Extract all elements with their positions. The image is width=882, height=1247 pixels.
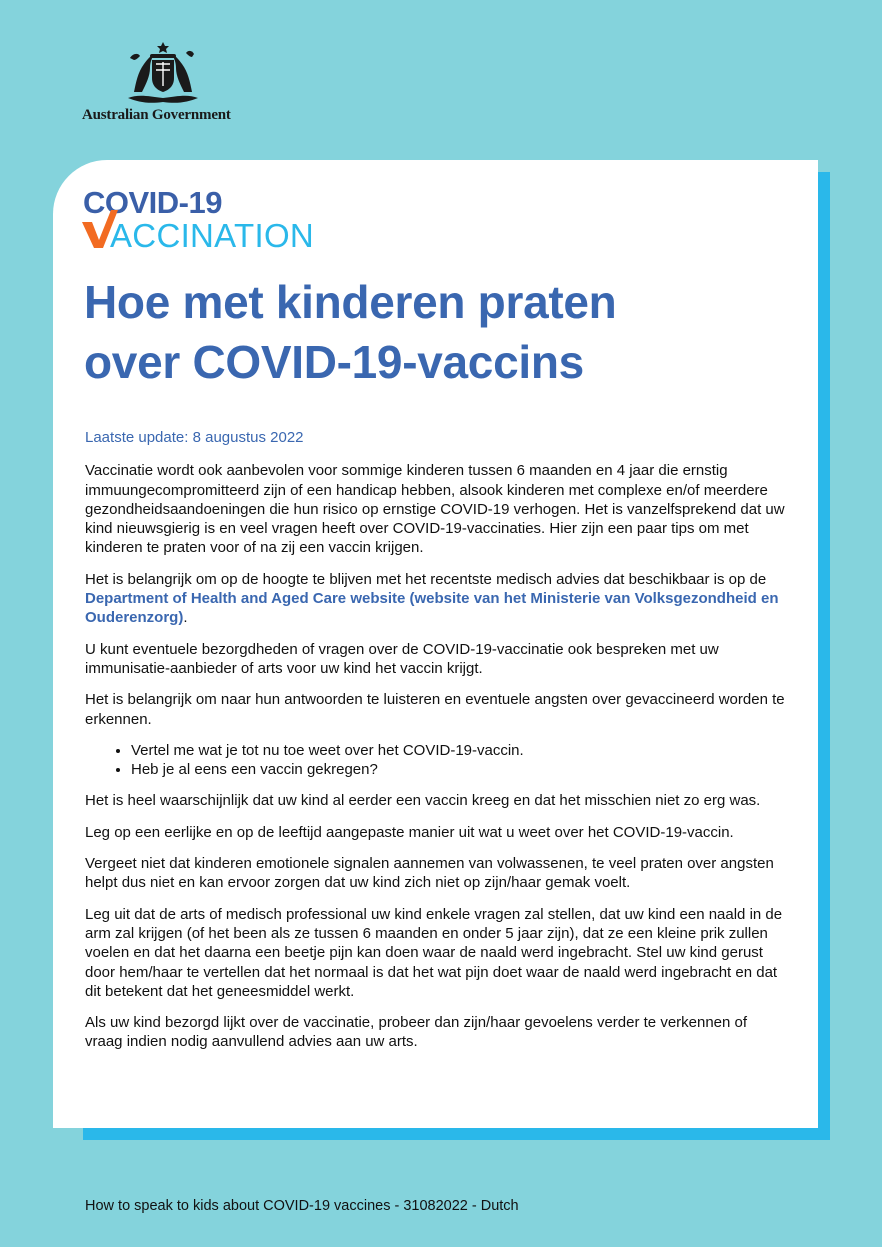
paragraph: Leg uit dat de arts of medisch professional uw kind enkele vragen zal stellen, dat uw kind een naald in de arm zal krijgen (of het been als ze tussen 6 maanden en onder 5 jaar zijn), dat ze een kleine prik zullen voelen en dat het daarna een beetje pijn kan doen waar de naald werd ingebracht. Stel uw kind gerust door hem/haar te vertellen dat het normaal is dat het wat pijn doet waar de naald werd ingebracht en dat dit betekent dat het geneesmiddel werkt. [85, 905, 783, 1000]
paragraph: Vergeet niet dat kinderen emotionele signalen aannemen van volwassenen, te veel praten over angsten helpt dus niet en kan ervoor zorgen dat uw kind zich niet op zijn/haar gemak voelt. [85, 855, 774, 892]
logo-line2-prefix: ACCI [110, 217, 191, 254]
paragraph: Leg op een eerlijke en op de leeftijd aangepaste manier uit wat u weet over het COVID-19-vaccin. [85, 823, 734, 841]
paragraph-text: . [183, 609, 188, 627]
paragraph: Het is belangrijk om naar hun antwoorden te luisteren en eventuele angsten over gevaccineerd worden te erkennen. [85, 691, 785, 728]
last-updated: Laatste update: 8 augustus 2022 [85, 429, 304, 446]
checkmark-icon [80, 206, 120, 250]
paragraph [85, 570, 785, 628]
list-item: • Heb je al eens een vaccin gekregen? [131, 760, 785, 779]
logo-line1: COVID-19 [83, 185, 222, 220]
question-list [85, 741, 785, 780]
footer-text: How to speak to kids about COVID-19 vaccines - 31082022 - Dutch [85, 1198, 519, 1214]
page-title [84, 272, 804, 392]
document-body [85, 428, 785, 1064]
paragraph: Het is heel waarschijnlijk dat uw kind al eerder een vaccin kreeg en dat het misschien niet zo erg was. [85, 792, 761, 810]
paragraph: Vaccinatie wordt ook aanbevolen voor sommige kinderen tussen 6 maanden en 4 jaar die ernstig immuungecompromitteerd zijn of een handicap hebben, alsook kinderen met complexe en/of meerdere gezondheidsaandoeningen die hun risico op ernstige COVID-19 verhogen. Het is vanzelfsprekend dat uw kind nieuwsgierig is en veel vragen heeft over COVID-19-vaccinaties. Hier zijn een paar tips om met kinderen te praten voor of na zij een vaccin krijgen. [85, 462, 785, 557]
title-line1: Hoe met kinderen praten [84, 276, 617, 328]
paragraph: U kunt eventuele bezorgdheden of vragen over de COVID-19-vaccinatie ook bespreken met uw immunisatie-aanbieder of arts voor uw kind het vaccin krijgt. [85, 640, 719, 677]
list-item: • Vertel me wat je tot nu toe weet over het COVID-19-vaccin. [131, 741, 785, 760]
covid-vaccination-logo [83, 186, 323, 252]
coat-of-arms-icon [120, 40, 206, 106]
department-website-link[interactable]: Department of Health and Aged Care website (website van het Ministerie van Volksgezondheid en Ouderenzorg) [85, 590, 779, 627]
title-line2: over COVID-19-vaccins [84, 336, 584, 388]
content-card [53, 160, 818, 1128]
government-name: Australian Government [82, 107, 231, 123]
paragraph: Als uw kind bezorgd lijkt over de vaccinatie, probeer dan zijn/haar gevoelens verder te verkennen of vraag indien nodig aanvullend advies aan uw arts. [85, 1014, 748, 1051]
paragraph-text: Het is belangrijk om op de hoogte te blijven met het recentste medisch advies dat beschikbaar is op de [85, 570, 767, 588]
logo-line2-suffix: NATION [190, 217, 315, 254]
